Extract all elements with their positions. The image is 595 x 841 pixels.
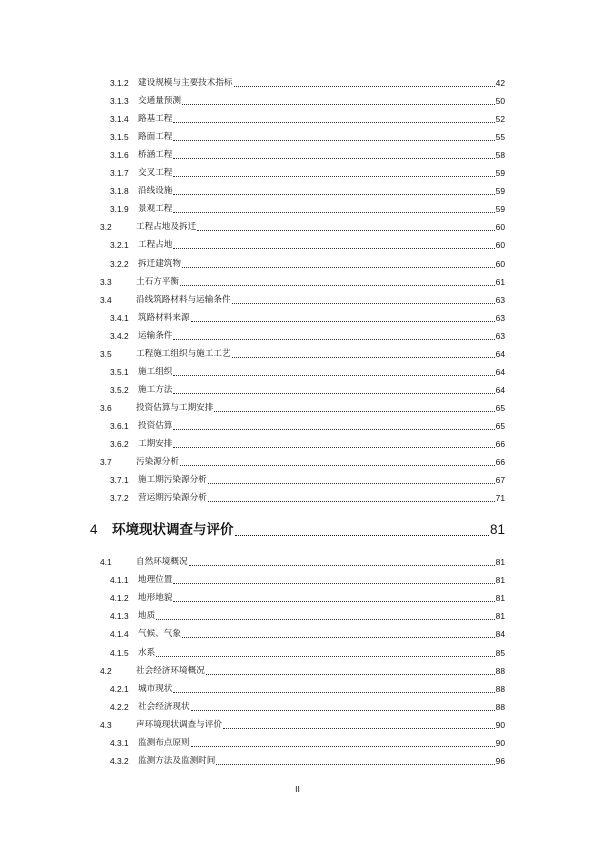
dot-leader xyxy=(191,746,495,747)
toc-entry-page: 85 xyxy=(495,647,505,658)
dot-leader xyxy=(173,158,494,159)
toc-entry-title: 拆迁建筑物 xyxy=(138,258,181,269)
toc-entry[interactable] xyxy=(110,365,505,378)
toc-entry-title: 施工方法 xyxy=(138,384,173,395)
toc-entry-title: 环境现状调查与评价 xyxy=(112,522,234,539)
toc-entry-title: 地形地貌 xyxy=(138,593,173,604)
toc-entry-page: 61 xyxy=(495,276,505,287)
dot-leader xyxy=(173,692,494,693)
toc-entry-number: 3.1.8 xyxy=(110,186,129,197)
toc-entry-page: 63 xyxy=(495,330,505,341)
toc-entry-number: 4.3 xyxy=(100,719,112,730)
toc-entry[interactable] xyxy=(110,202,505,215)
dot-leader xyxy=(182,104,495,105)
toc-entry-number: 3.1.6 xyxy=(110,150,129,161)
toc-entry-number: 4.3.2 xyxy=(110,755,129,766)
toc-entry-title: 城市现状 xyxy=(138,683,173,694)
toc-entry[interactable] xyxy=(110,130,505,143)
toc-entry-title: 桥涵工程 xyxy=(138,150,173,161)
toc-entry-title: 路基工程 xyxy=(138,114,173,125)
toc-entry-number: 4.1.1 xyxy=(110,575,129,586)
dot-leader xyxy=(173,393,494,394)
toc-entry-number: 4.2.1 xyxy=(110,683,129,694)
dot-leader xyxy=(173,447,494,448)
toc-entry-title: 交通量预测 xyxy=(138,96,181,107)
toc-entry-page: 50 xyxy=(495,96,505,107)
toc-entry[interactable] xyxy=(110,473,505,486)
toc-entry[interactable] xyxy=(100,664,505,677)
toc-entry[interactable] xyxy=(110,437,505,450)
dot-leader xyxy=(206,674,495,675)
toc-entry-title: 地理位置 xyxy=(138,575,173,586)
dot-leader xyxy=(232,357,495,358)
toc-entry[interactable] xyxy=(110,166,505,179)
toc-entry-page: 52 xyxy=(495,114,505,125)
dot-leader xyxy=(235,535,489,536)
toc-entry-page: 60 xyxy=(495,222,505,233)
toc-entry[interactable] xyxy=(110,184,505,197)
toc-entry-number: 3.1.2 xyxy=(110,78,129,88)
toc-entry-number: 3.7.1 xyxy=(110,475,129,486)
dot-leader xyxy=(156,619,494,620)
toc-entry-page: 71 xyxy=(495,493,505,504)
toc-entry-number: 3.1.9 xyxy=(110,204,129,215)
toc-entry-page: 63 xyxy=(495,312,505,323)
toc-entry-page: 81 xyxy=(489,522,505,538)
toc-entry-page: 90 xyxy=(495,737,505,748)
toc-entry-page: 81 xyxy=(495,575,505,586)
toc-entry-number: 4.2.2 xyxy=(110,701,129,712)
toc-entry[interactable] xyxy=(100,293,505,306)
toc-chapter-entry[interactable] xyxy=(90,519,505,539)
toc-entry-number: 4.2 xyxy=(100,665,112,676)
toc-entry-page: 84 xyxy=(495,629,505,640)
toc-entry-title: 监测方法及监测时间 xyxy=(138,755,216,766)
toc-entry-page: 66 xyxy=(495,457,505,468)
toc-entry[interactable] xyxy=(110,573,505,586)
dot-leader xyxy=(182,637,495,638)
toc-entry[interactable] xyxy=(110,736,505,749)
toc-entry-title: 工程施工组织与施工工艺 xyxy=(136,348,231,359)
dot-leader xyxy=(232,303,495,304)
toc-entry[interactable] xyxy=(110,609,505,622)
toc-entry-title: 社会经济现状 xyxy=(138,701,190,712)
toc-entry-page: 88 xyxy=(495,665,505,676)
toc-entry-page: 64 xyxy=(495,348,505,359)
dot-leader xyxy=(182,267,495,268)
toc-entry-page: 96 xyxy=(495,755,505,766)
toc-entry-number: 3.6.2 xyxy=(110,439,129,449)
toc-entry[interactable] xyxy=(100,275,505,288)
toc-entry[interactable] xyxy=(110,311,505,324)
toc-entry-title: 污染源分析 xyxy=(136,457,179,468)
toc-entry-title: 投资估算与工期安排 xyxy=(136,402,214,413)
toc-entry-page: 67 xyxy=(495,475,505,486)
toc-entry-number: 3.2.1 xyxy=(110,240,129,251)
toc-entry-number: 3.3 xyxy=(100,276,112,287)
toc-entry[interactable] xyxy=(110,238,505,251)
dot-leader xyxy=(173,601,494,602)
dot-leader xyxy=(173,248,494,249)
toc-entry-title: 工程占地 xyxy=(138,240,173,251)
toc-entry-number: 3.4.2 xyxy=(110,330,129,341)
toc-entry-page: 58 xyxy=(495,150,505,161)
dot-leader xyxy=(173,212,494,213)
toc-entry-number: 4 xyxy=(90,522,98,538)
toc-entry-page: 55 xyxy=(495,132,505,143)
toc-entry-number: 3.2 xyxy=(100,222,112,233)
toc-entry[interactable] xyxy=(100,718,505,731)
toc-entry-number: 3.6.1 xyxy=(110,420,129,431)
toc-entry-title: 工程占地及拆迁 xyxy=(136,222,197,233)
dot-leader xyxy=(173,429,494,430)
toc-entry-title: 筑路材料来源 xyxy=(138,312,190,323)
toc-entry-title: 社会经济环境概况 xyxy=(136,665,205,676)
toc-entry-page: 88 xyxy=(495,701,505,712)
toc-entry-page: 64 xyxy=(495,366,505,377)
toc-entry-title: 运输条件 xyxy=(138,330,173,341)
toc-entry-number: 3.5.2 xyxy=(110,384,129,395)
dot-leader xyxy=(191,321,495,322)
toc-entry-title: 沿线设施 xyxy=(138,186,173,197)
toc-entry-number: 3.1.4 xyxy=(110,114,129,125)
toc-entry-page: 59 xyxy=(495,168,505,179)
toc-entry-page: 60 xyxy=(495,240,505,251)
toc-entry-title: 地质 xyxy=(138,611,156,622)
toc-entry[interactable] xyxy=(110,419,505,432)
toc-entry[interactable] xyxy=(100,347,505,360)
toc-entry[interactable] xyxy=(110,754,505,767)
dot-leader xyxy=(173,176,494,177)
toc-entry-number: 3.5 xyxy=(100,348,112,359)
toc-entry-title: 水系 xyxy=(138,647,156,658)
toc-entry-number: 4.1.4 xyxy=(110,629,129,640)
toc-entry-title: 施工组织 xyxy=(138,366,173,377)
dot-leader xyxy=(189,565,495,566)
dot-leader xyxy=(173,194,494,195)
toc-entry-number: 3.6 xyxy=(100,402,112,413)
toc-entry[interactable] xyxy=(110,76,505,89)
toc-entry-number: 3.4 xyxy=(100,294,112,305)
toc-entry[interactable] xyxy=(110,491,505,504)
dot-leader xyxy=(173,583,494,584)
toc-entry-title: 沿线筑路材料与运输条件 xyxy=(136,294,231,305)
toc-entry-page: 42 xyxy=(495,78,505,88)
toc-entry-title: 营运期污染源分析 xyxy=(138,493,207,504)
dot-leader xyxy=(214,411,494,412)
dot-leader xyxy=(173,122,494,123)
dot-leader xyxy=(156,656,494,657)
dot-leader xyxy=(223,728,495,729)
toc-entry-number: 4.1.5 xyxy=(110,647,129,658)
toc-entry-page: 88 xyxy=(495,683,505,694)
toc-entry-page: 81 xyxy=(495,593,505,604)
toc-entry-page: 81 xyxy=(495,557,505,568)
toc-entry-title: 景观工程 xyxy=(138,204,173,215)
toc-entry[interactable] xyxy=(110,383,505,396)
toc-entry-title: 路面工程 xyxy=(138,132,173,143)
toc-entry-number: 3.5.1 xyxy=(110,366,129,377)
toc-entry[interactable] xyxy=(110,148,505,161)
dot-leader xyxy=(180,285,495,286)
dot-leader xyxy=(216,764,494,765)
toc-entry-title: 土石方平衡 xyxy=(136,276,179,287)
dot-leader xyxy=(208,483,495,484)
dot-leader xyxy=(173,140,494,141)
toc-entry[interactable] xyxy=(110,700,505,713)
toc-entry[interactable] xyxy=(110,646,505,659)
toc-entry-title: 自然环境概况 xyxy=(136,557,188,568)
toc-entry-number: 4.1.3 xyxy=(110,611,129,622)
toc-entry[interactable] xyxy=(100,455,505,468)
toc-entry[interactable] xyxy=(100,401,505,414)
toc-entry[interactable] xyxy=(110,627,505,640)
dot-leader xyxy=(234,86,495,87)
page-number: II xyxy=(295,784,300,794)
toc-entry-page: 59 xyxy=(495,204,505,215)
toc-entry-number: 3.1.7 xyxy=(110,168,129,179)
dot-leader xyxy=(208,501,495,502)
toc-entry-page: 65 xyxy=(495,420,505,431)
toc-entry-title: 建设规模与主要技术指标 xyxy=(138,78,233,88)
toc-entry-number: 3.2.2 xyxy=(110,258,129,269)
toc-entry-title: 气候、气象 xyxy=(138,629,181,640)
toc-entry-page: 90 xyxy=(495,719,505,730)
toc-entry-title: 交叉工程 xyxy=(138,168,173,179)
toc-entry[interactable] xyxy=(110,329,505,342)
toc-entry-title: 施工期污染源分析 xyxy=(138,475,207,486)
dot-leader xyxy=(197,230,495,231)
toc-entry-page: 60 xyxy=(495,258,505,269)
toc-entry-number: 4.1.2 xyxy=(110,593,129,604)
dot-leader xyxy=(180,465,495,466)
toc-entry[interactable] xyxy=(110,682,505,695)
toc-entry-number: 4.1 xyxy=(100,557,112,568)
toc-entry[interactable] xyxy=(110,591,505,604)
toc-entry[interactable] xyxy=(110,257,505,270)
toc-entry-page: 63 xyxy=(495,294,505,305)
toc-entry-title: 声环境现状调查与评价 xyxy=(136,719,222,730)
toc-entry[interactable] xyxy=(110,94,505,107)
dot-leader xyxy=(173,375,494,376)
toc-entry-number: 3.1.5 xyxy=(110,132,129,143)
toc-entry[interactable] xyxy=(100,220,505,233)
toc-entry-number: 3.7 xyxy=(100,457,112,468)
toc-entry-page: 59 xyxy=(495,186,505,197)
toc-entry-title: 监测布点原则 xyxy=(138,737,190,748)
toc-entry-number: 4.3.1 xyxy=(110,737,129,748)
toc-entry-number: 3.4.1 xyxy=(110,312,129,323)
toc-entry[interactable] xyxy=(100,555,505,568)
toc-entry-title: 投资估算 xyxy=(138,420,173,431)
dot-leader xyxy=(173,339,494,340)
toc-entry[interactable] xyxy=(110,112,505,125)
toc-entry-page: 64 xyxy=(495,384,505,395)
toc-entry-title: 工期安排 xyxy=(138,439,173,449)
toc-entry-page: 65 xyxy=(495,402,505,413)
toc-entry-page: 81 xyxy=(495,611,505,622)
toc-entry-number: 3.1.3 xyxy=(110,96,129,107)
toc-entry-number: 3.7.2 xyxy=(110,493,129,504)
dot-leader xyxy=(191,710,495,711)
toc-entry-page: 66 xyxy=(495,439,505,449)
